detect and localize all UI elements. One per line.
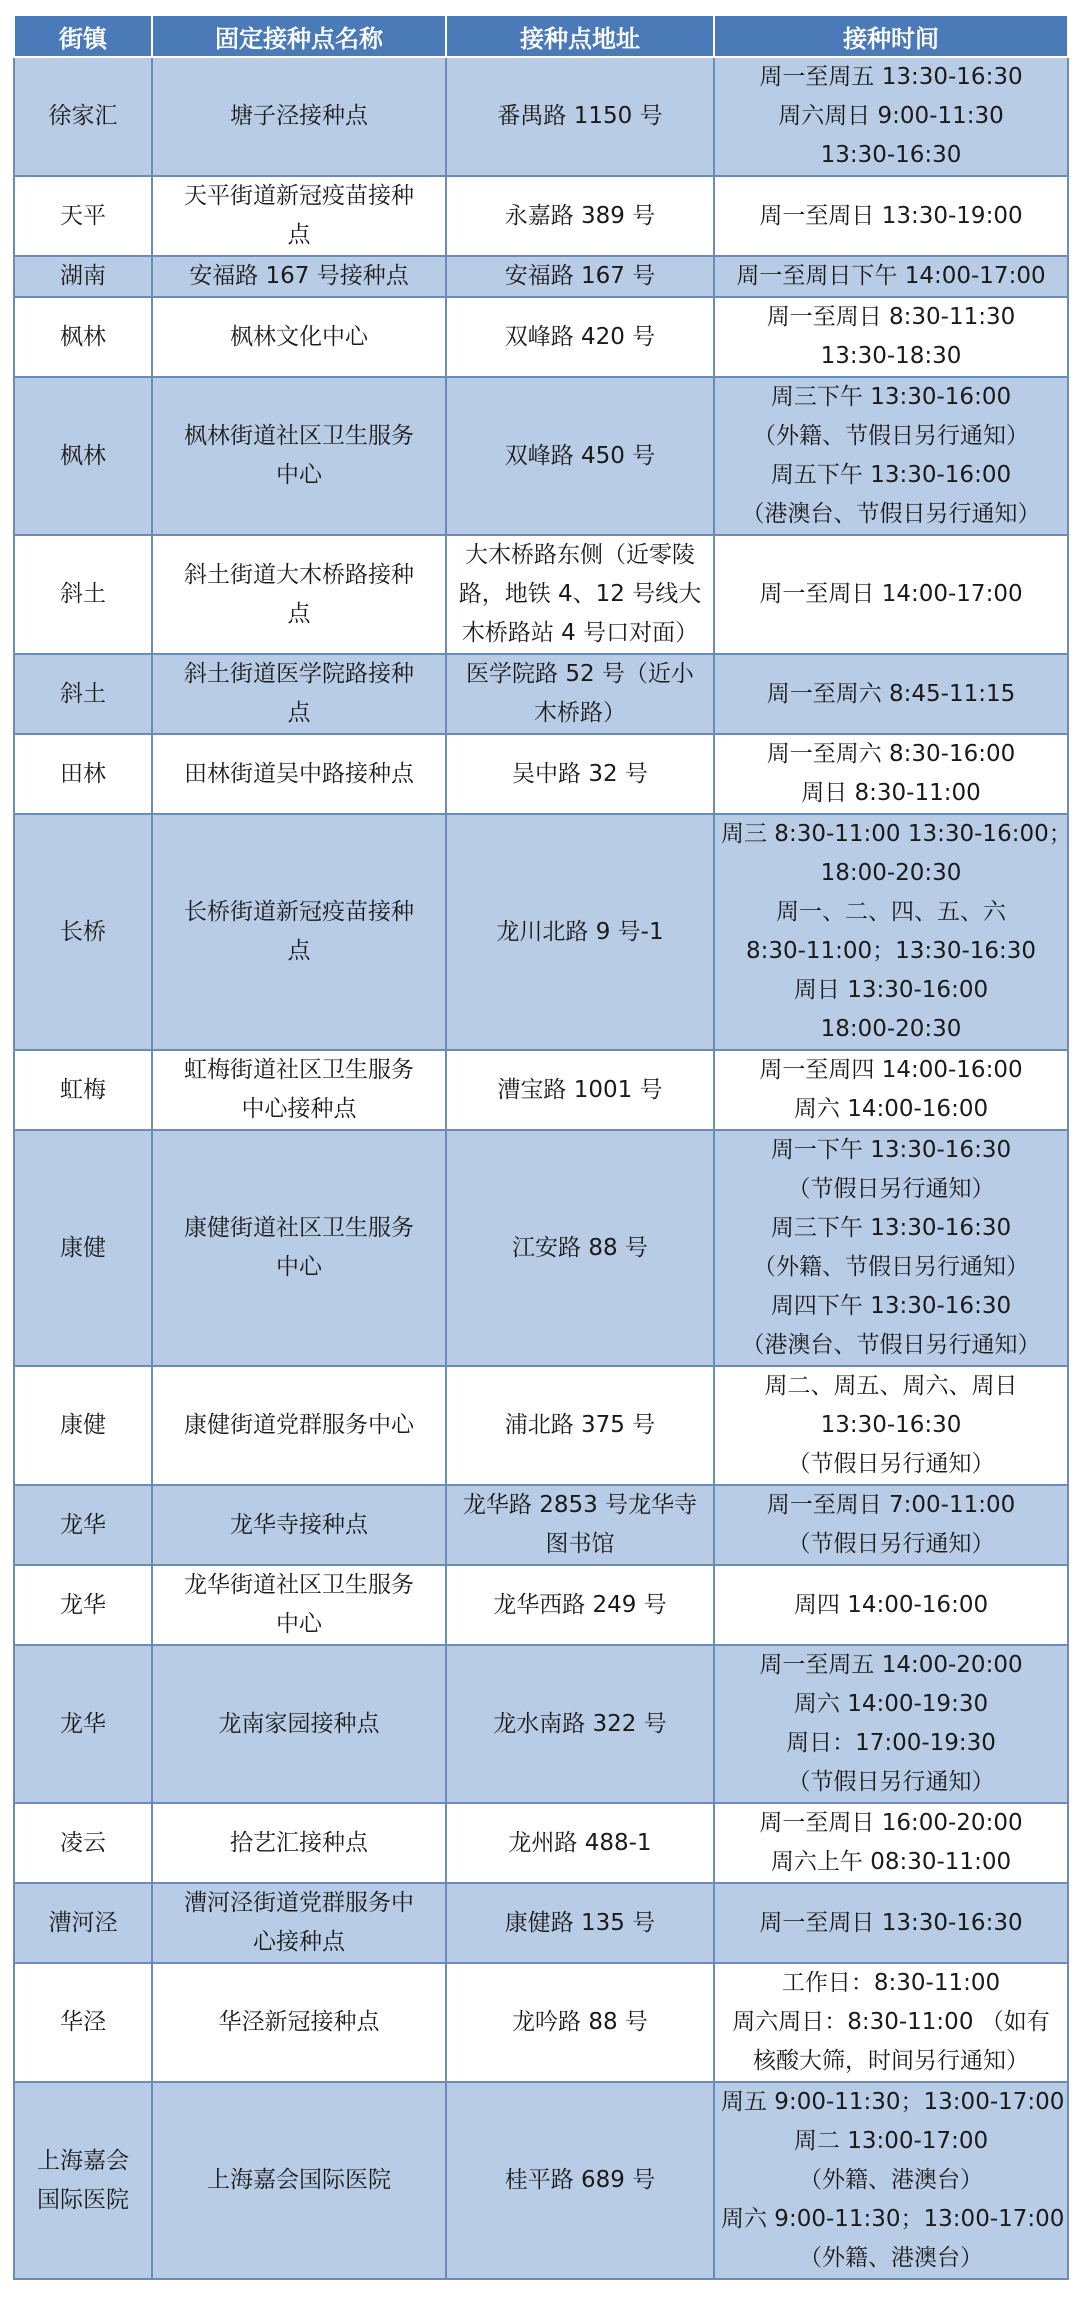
cell-text-line: 周一至周五 13:30-16:30 [759, 64, 1023, 90]
cell-text-line: 周四下午 13:30-16:30 [770, 1293, 1012, 1319]
cell-text-line: 周日 13:30-16:00 [793, 977, 989, 1003]
vaccination-sites-table-container [13, 14, 1072, 2280]
cell-text-line: 中心 [276, 1254, 322, 1280]
cell-text-line: 龙华 [60, 1710, 106, 1737]
cell-text-line: 斜土街道大木桥路接种 [184, 561, 414, 588]
table-row [14, 1366, 1068, 1485]
cell-text-line: 中心 [276, 1611, 322, 1637]
cell-text-line: 核酸大筛，时间另行通知） [753, 2048, 1029, 2074]
cell-hours [714, 1963, 1068, 2082]
cell-town [14, 1485, 152, 1565]
cell-site-name [152, 1565, 446, 1645]
cell-text-line: 龙吟路 88 号 [512, 2009, 648, 2035]
cell-hours [714, 734, 1068, 814]
cell-town [14, 535, 152, 654]
cell-text-line: 周六周日 9:00-11:30 [778, 103, 1004, 129]
cell-text-line: 吴中路 32 号 [512, 760, 648, 787]
table-row [14, 377, 1068, 535]
cell-text-line: 点 [287, 700, 311, 726]
cell-text-line: 周六上午 08:30-11:00 [770, 1849, 1012, 1875]
cell-text-line: （节假日另行通知） [787, 1176, 995, 1202]
cell-site-name [152, 535, 446, 654]
cell-town [14, 1050, 152, 1130]
cell-text-line: 周三下午 13:30-16:30 [770, 1215, 1012, 1241]
cell-text-line: 徐家汇 [48, 103, 118, 129]
cell-text-line: 康健路 135 号 [504, 1909, 656, 1936]
cell-text-line: 周一至周四 14:00-16:00 [759, 1057, 1023, 1083]
cell-text-line: 华泾 [60, 2009, 106, 2035]
cell-site-name [152, 176, 446, 256]
cell-text-line: 国际医院 [37, 2186, 129, 2213]
cell-text-line: 13:30-18:30 [820, 343, 962, 369]
cell-hours [714, 1883, 1068, 1963]
cell-site-name [152, 1803, 446, 1883]
cell-text-line: 周二、周五、周六、周日 [764, 1373, 1018, 1399]
cell-hours [714, 2082, 1068, 2279]
table-row [14, 734, 1068, 814]
cell-text-line: 周六 9:00-11:30；13:00-17:00 [721, 2206, 1065, 2232]
cell-town [14, 1963, 152, 2082]
cell-text-line: 点 [287, 938, 311, 964]
cell-text-line: 斜土 [60, 680, 106, 707]
table-row [14, 2082, 1068, 2279]
cell-text-line: 枫林 [60, 442, 106, 469]
header-hours: 接种时间 [714, 15, 1068, 57]
cell-text-line: 周三 8:30-11:00 13:30-16:00； [721, 821, 1072, 847]
cell-text-line: 龙华路 2853 号龙华寺 [462, 1492, 698, 1518]
cell-text-line: 8:30-11:00；13:30-16:30 [745, 938, 1037, 964]
cell-address [446, 57, 714, 176]
cell-text-line: 木桥路） [534, 700, 626, 726]
cell-hours [714, 1565, 1068, 1645]
cell-hours [714, 377, 1068, 535]
cell-site-name [152, 256, 446, 297]
cell-text-line: 图书馆 [545, 1531, 615, 1557]
cell-text-line: 18:00-20:30 [820, 860, 962, 886]
cell-text-line: 医学院路 52 号（近小 [466, 661, 694, 687]
cell-address [446, 814, 714, 1050]
cell-hours [714, 297, 1068, 377]
cell-site-name [152, 734, 446, 814]
cell-text-line: 中心 [276, 462, 322, 488]
cell-text-line: 长桥街道新冠疫苗接种 [184, 899, 414, 925]
cell-text-line: 木桥路站 4 号口对面） [461, 620, 699, 646]
cell-hours [714, 1366, 1068, 1485]
cell-hours [714, 1485, 1068, 1565]
cell-town [14, 814, 152, 1050]
cell-address [446, 1130, 714, 1366]
cell-town [14, 1883, 152, 1963]
cell-address [446, 1366, 714, 1485]
header-address: 接种点地址 [446, 15, 714, 57]
cell-hours [714, 1050, 1068, 1130]
cell-text-line: 凌云 [60, 1829, 106, 1856]
cell-text-line: 田林 [60, 760, 106, 787]
cell-text-line: 周一至周日下午 14:00-17:00 [736, 263, 1046, 289]
cell-site-name [152, 1130, 446, 1366]
cell-town [14, 1645, 152, 1803]
table-row [14, 1963, 1068, 2082]
table-row [14, 1485, 1068, 1565]
cell-text-line: 18:00-20:30 [820, 1016, 962, 1042]
cell-text-line: 江安路 88 号 [512, 1234, 648, 1261]
cell-text-line: 双峰路 450 号 [504, 442, 656, 469]
cell-town [14, 297, 152, 377]
cell-site-name [152, 57, 446, 176]
cell-text-line: 康健街道社区卫生服务 [184, 1215, 414, 1241]
cell-text-line: （节假日另行通知） [787, 1531, 995, 1557]
cell-text-line: 周一至周日 7:00-11:00 [766, 1492, 1016, 1518]
cell-text-line: 周一至周五 14:00-20:00 [759, 1652, 1023, 1678]
cell-site-name [152, 654, 446, 734]
cell-text-line: 龙华 [60, 1511, 106, 1538]
cell-text-line: 心接种点 [253, 1929, 345, 1955]
cell-text-line: 周一至周日 8:30-11:30 [766, 304, 1016, 330]
cell-text-line: 虹梅街道社区卫生服务 [184, 1057, 414, 1083]
cell-hours [714, 1645, 1068, 1803]
cell-text-line: 周五 9:00-11:30；13:00-17:00 [721, 2089, 1065, 2115]
table-row [14, 256, 1068, 297]
cell-text-line: 周日：17:00-19:30 [786, 1730, 996, 1756]
cell-text-line: 枫林文化中心 [230, 323, 368, 350]
table-row [14, 814, 1068, 1050]
cell-town [14, 1130, 152, 1366]
cell-text-line: （节假日另行通知） [787, 1451, 995, 1477]
cell-text-line: 龙南家园接种点 [218, 1710, 380, 1737]
cell-town [14, 377, 152, 535]
cell-site-name [152, 2082, 446, 2279]
cell-text-line: 永嘉路 389 号 [504, 202, 656, 229]
cell-text-line: 点 [287, 600, 311, 627]
cell-text-line: 天平街道新冠疫苗接种 [184, 183, 414, 209]
cell-site-name [152, 297, 446, 377]
table-header-row [14, 15, 1068, 57]
cell-town [14, 654, 152, 734]
cell-town [14, 1366, 152, 1485]
cell-text-line: 拾艺汇接种点 [230, 1829, 368, 1856]
cell-text-line: （外籍、港澳台） [799, 2167, 983, 2193]
cell-text-line: 上海嘉会 [37, 2147, 129, 2174]
cell-site-name [152, 1050, 446, 1130]
cell-address [446, 1050, 714, 1130]
cell-text-line: 周日 8:30-11:00 [801, 780, 981, 806]
cell-text-line: 龙川北路 9 号-1 [496, 918, 664, 945]
cell-text-line: 周六周日：8:30-11:00 （如有 [732, 2009, 1050, 2035]
cell-town [14, 256, 152, 297]
cell-text-line: 周四 14:00-16:00 [793, 1591, 989, 1618]
cell-text-line: 龙州路 488-1 [508, 1829, 652, 1856]
cell-text-line: 天平 [60, 202, 106, 229]
cell-site-name [152, 1366, 446, 1485]
cell-address [446, 256, 714, 297]
cell-text-line: （节假日另行通知） [787, 1769, 995, 1795]
cell-text-line: 周一至周日 13:30-16:30 [759, 1909, 1023, 1936]
cell-address [446, 654, 714, 734]
cell-site-name [152, 1963, 446, 2082]
cell-text-line: 13:30-16:30 [820, 142, 962, 168]
cell-town [14, 57, 152, 176]
cell-text-line: 周一至周日 14:00-17:00 [759, 581, 1023, 607]
cell-text-line: 周一至周六 8:30-16:00 [766, 741, 1016, 767]
cell-text-line: （外籍、节假日另行通知） [753, 1254, 1029, 1280]
table-row [14, 535, 1068, 654]
cell-text-line: （外籍、节假日另行通知） [753, 423, 1029, 449]
cell-town [14, 734, 152, 814]
table-body [14, 57, 1072, 2279]
cell-text-line: 漕宝路 1001 号 [497, 1076, 663, 1103]
cell-address [446, 1803, 714, 1883]
cell-text-line: 斜土街道医学院路接种 [184, 661, 414, 687]
cell-text-line: 周一下午 13:30-16:30 [770, 1137, 1012, 1163]
cell-text-line: 康健街道党群服务中心 [184, 1412, 414, 1438]
cell-text-line: 周一至周日 16:00-20:00 [759, 1810, 1023, 1836]
cell-text-line: 番禺路 1150 号 [497, 103, 663, 129]
cell-text-line: 双峰路 420 号 [504, 323, 656, 350]
cell-text-line: 工作日：8:30-11:00 [781, 1970, 1001, 1996]
cell-text-line: 安福路 167 号接种点 [189, 263, 409, 289]
cell-text-line: 枫林街道社区卫生服务 [184, 423, 414, 449]
cell-hours [714, 1803, 1068, 1883]
cell-text-line: 龙华西路 249 号 [493, 1591, 667, 1618]
cell-address [446, 734, 714, 814]
cell-hours [714, 256, 1068, 297]
vaccination-sites-table [13, 14, 1072, 2280]
cell-text-line: 枫林 [60, 323, 106, 350]
cell-text-line: 桂平路 689 号 [504, 2167, 656, 2193]
cell-text-line: （港澳台、节假日另行通知） [741, 1332, 1041, 1358]
table-row [14, 1803, 1068, 1883]
cell-town [14, 1803, 152, 1883]
table-row [14, 1565, 1068, 1645]
cell-text-line: 周一至周日 13:30-19:00 [759, 202, 1023, 229]
cell-text-line: 龙华寺接种点 [230, 1511, 368, 1538]
cell-hours [714, 535, 1068, 654]
cell-text-line: 康健 [60, 1234, 106, 1261]
cell-address [446, 176, 714, 256]
cell-site-name [152, 814, 446, 1050]
cell-town [14, 1565, 152, 1645]
cell-text-line: 周三下午 13:30-16:00 [770, 384, 1012, 410]
cell-text-line: （外籍、港澳台） [799, 2245, 983, 2271]
cell-text-line: 漕河泾街道党群服务中 [184, 1890, 414, 1916]
table-row [14, 1645, 1068, 1803]
cell-text-line: 周一、二、四、五、六 [776, 899, 1006, 925]
cell-text-line: 长桥 [60, 918, 106, 945]
table-row [14, 1050, 1068, 1130]
cell-text-line: 虹梅 [60, 1076, 106, 1103]
cell-text-line: 周六 14:00-19:30 [793, 1691, 989, 1717]
cell-text-line: 周二 13:00-17:00 [793, 2128, 989, 2154]
table-row [14, 1130, 1068, 1366]
cell-text-line: 上海嘉会国际医院 [207, 2167, 391, 2193]
cell-address [446, 377, 714, 535]
header-site-name: 固定接种点名称 [152, 15, 446, 57]
table-row [14, 654, 1068, 734]
cell-address [446, 297, 714, 377]
cell-text-line: 点 [287, 222, 311, 248]
cell-address [446, 2082, 714, 2279]
header-town: 街镇 [14, 15, 152, 57]
cell-text-line: 龙华 [60, 1591, 106, 1618]
cell-address [446, 1485, 714, 1565]
cell-address [446, 1565, 714, 1645]
cell-site-name [152, 377, 446, 535]
cell-text-line: 漕河泾 [48, 1909, 118, 1936]
cell-town [14, 176, 152, 256]
cell-site-name [152, 1645, 446, 1803]
cell-town [14, 2082, 152, 2279]
cell-text-line: 华泾新冠接种点 [218, 2009, 380, 2035]
cell-hours [714, 814, 1072, 1050]
cell-text-line: 大木桥路东侧（近零陵 [465, 542, 695, 568]
cell-address [446, 1645, 714, 1803]
cell-text-line: 路，地铁 4、12 号线大 [458, 581, 702, 607]
cell-hours [714, 57, 1068, 176]
cell-text-line: 周一至周六 8:45-11:15 [766, 680, 1016, 707]
cell-text-line: 周六 14:00-16:00 [793, 1096, 989, 1122]
cell-text-line: 塘子泾接种点 [230, 103, 368, 129]
cell-hours [714, 1130, 1068, 1366]
table-row [14, 176, 1068, 256]
cell-text-line: 龙华街道社区卫生服务 [184, 1572, 414, 1598]
table-row [14, 297, 1068, 377]
cell-site-name [152, 1485, 446, 1565]
cell-text-line: （港澳台、节假日另行通知） [741, 501, 1041, 527]
cell-text-line: 周五下午 13:30-16:00 [770, 462, 1012, 488]
cell-address [446, 1963, 714, 2082]
cell-text-line: 湖南 [60, 263, 106, 289]
cell-hours [714, 654, 1068, 734]
cell-address [446, 535, 714, 654]
cell-text-line: 田林街道吴中路接种点 [184, 760, 414, 787]
cell-text-line: 斜土 [60, 581, 106, 607]
cell-text-line: 康健 [60, 1412, 106, 1438]
cell-hours [714, 176, 1068, 256]
cell-text-line: 浦北路 375 号 [504, 1412, 656, 1438]
table-row [14, 57, 1068, 176]
cell-text-line: 安福路 167 号 [504, 263, 656, 289]
cell-address [446, 1883, 714, 1963]
cell-text-line: 13:30-16:30 [820, 1412, 962, 1438]
table-row [14, 1883, 1068, 1963]
cell-text-line: 龙水南路 322 号 [493, 1710, 667, 1737]
cell-site-name [152, 1883, 446, 1963]
cell-text-line: 中心接种点 [241, 1096, 357, 1122]
